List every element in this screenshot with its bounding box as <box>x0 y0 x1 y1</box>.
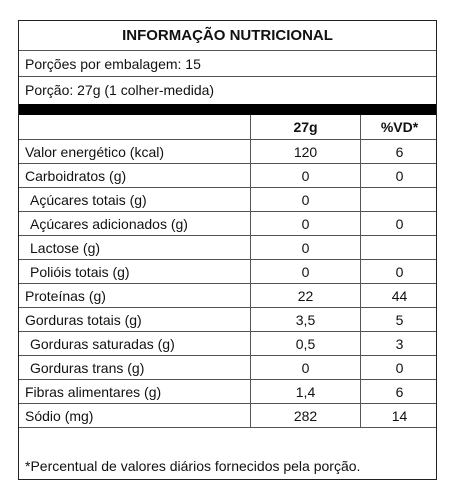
nutrient-quantity: 120 <box>251 140 361 163</box>
table-row <box>19 140 436 164</box>
servings-per-package: Porções por embalagem: 15 <box>19 51 436 77</box>
table-row <box>19 164 436 188</box>
nutrient-daily-value: 44 <box>391 287 408 304</box>
table-row <box>19 356 436 380</box>
nutrient-daily-value: 0 <box>395 359 404 376</box>
nutrient-daily-value: 0 <box>395 167 404 184</box>
header-quantity: 27g <box>251 115 361 139</box>
nutrient-name: Polióis totais (g) <box>19 260 251 283</box>
nutrient-name: Lactose (g) <box>19 236 251 259</box>
nutrient-name: Valor energético (kcal) <box>19 140 251 163</box>
nutrient-quantity: 0 <box>251 212 361 235</box>
table-row <box>19 236 436 260</box>
table-header-row <box>19 115 436 140</box>
nutrient-daily-value: 0 <box>395 215 404 232</box>
nutrient-quantity: 282 <box>251 404 361 427</box>
nutrient-quantity: 22 <box>251 284 361 307</box>
nutrient-name: Gorduras totais (g) <box>19 308 251 331</box>
nutrient-name: Proteínas (g) <box>19 284 251 307</box>
nutrient-name: Gorduras saturadas (g) <box>19 332 251 355</box>
nutrient-quantity: 0 <box>251 188 361 211</box>
table-row <box>19 308 436 332</box>
nutrition-table <box>19 115 436 428</box>
table-row <box>19 284 436 308</box>
nutrient-quantity: 3,5 <box>251 308 361 331</box>
nutrient-daily-value: 3 <box>395 335 404 352</box>
nutrient-quantity: 0 <box>251 164 361 187</box>
nutrient-name: Carboidratos (g) <box>19 164 251 187</box>
table-row <box>19 260 436 284</box>
nutrient-daily-value: 6 <box>395 383 404 400</box>
nutrient-daily-value: 0 <box>395 263 404 280</box>
nutrient-daily-value: 5 <box>395 311 404 328</box>
nutrient-name: Gorduras trans (g) <box>19 356 251 379</box>
table-row <box>19 332 436 356</box>
nutrient-quantity: 0,5 <box>251 332 361 355</box>
nutrient-quantity: 0 <box>251 260 361 283</box>
nutrient-daily-value: 14 <box>391 407 408 424</box>
nutrient-daily-value <box>361 236 438 259</box>
thick-divider <box>19 104 436 115</box>
nutrient-name: Açúcares totais (g) <box>19 188 251 211</box>
nutrient-quantity: 0 <box>251 236 361 259</box>
nutrition-title: INFORMAÇÃO NUTRICIONAL <box>19 21 436 51</box>
nutrient-name: Sódio (mg) <box>19 404 251 427</box>
header-daily-value: %VD* <box>380 119 419 135</box>
header-nutrient-cell <box>19 115 251 139</box>
nutrient-daily-value: 6 <box>395 143 404 160</box>
table-row <box>19 404 436 428</box>
nutrient-name: Açúcares adicionados (g) <box>19 212 251 235</box>
nutrition-facts-panel <box>18 20 437 480</box>
table-row <box>19 212 436 236</box>
table-row <box>19 188 436 212</box>
portion-size: Porção: 27g (1 colher-medida) <box>25 82 215 98</box>
nutrient-daily-value <box>361 188 438 211</box>
nutrient-quantity: 1,4 <box>251 380 361 403</box>
table-row <box>19 380 436 404</box>
nutrient-quantity: 0 <box>251 356 361 379</box>
nutrient-name: Fibras alimentares (g) <box>19 380 251 403</box>
daily-value-footnote: *Percentual de valores diários fornecidos pela porção. <box>25 458 361 474</box>
